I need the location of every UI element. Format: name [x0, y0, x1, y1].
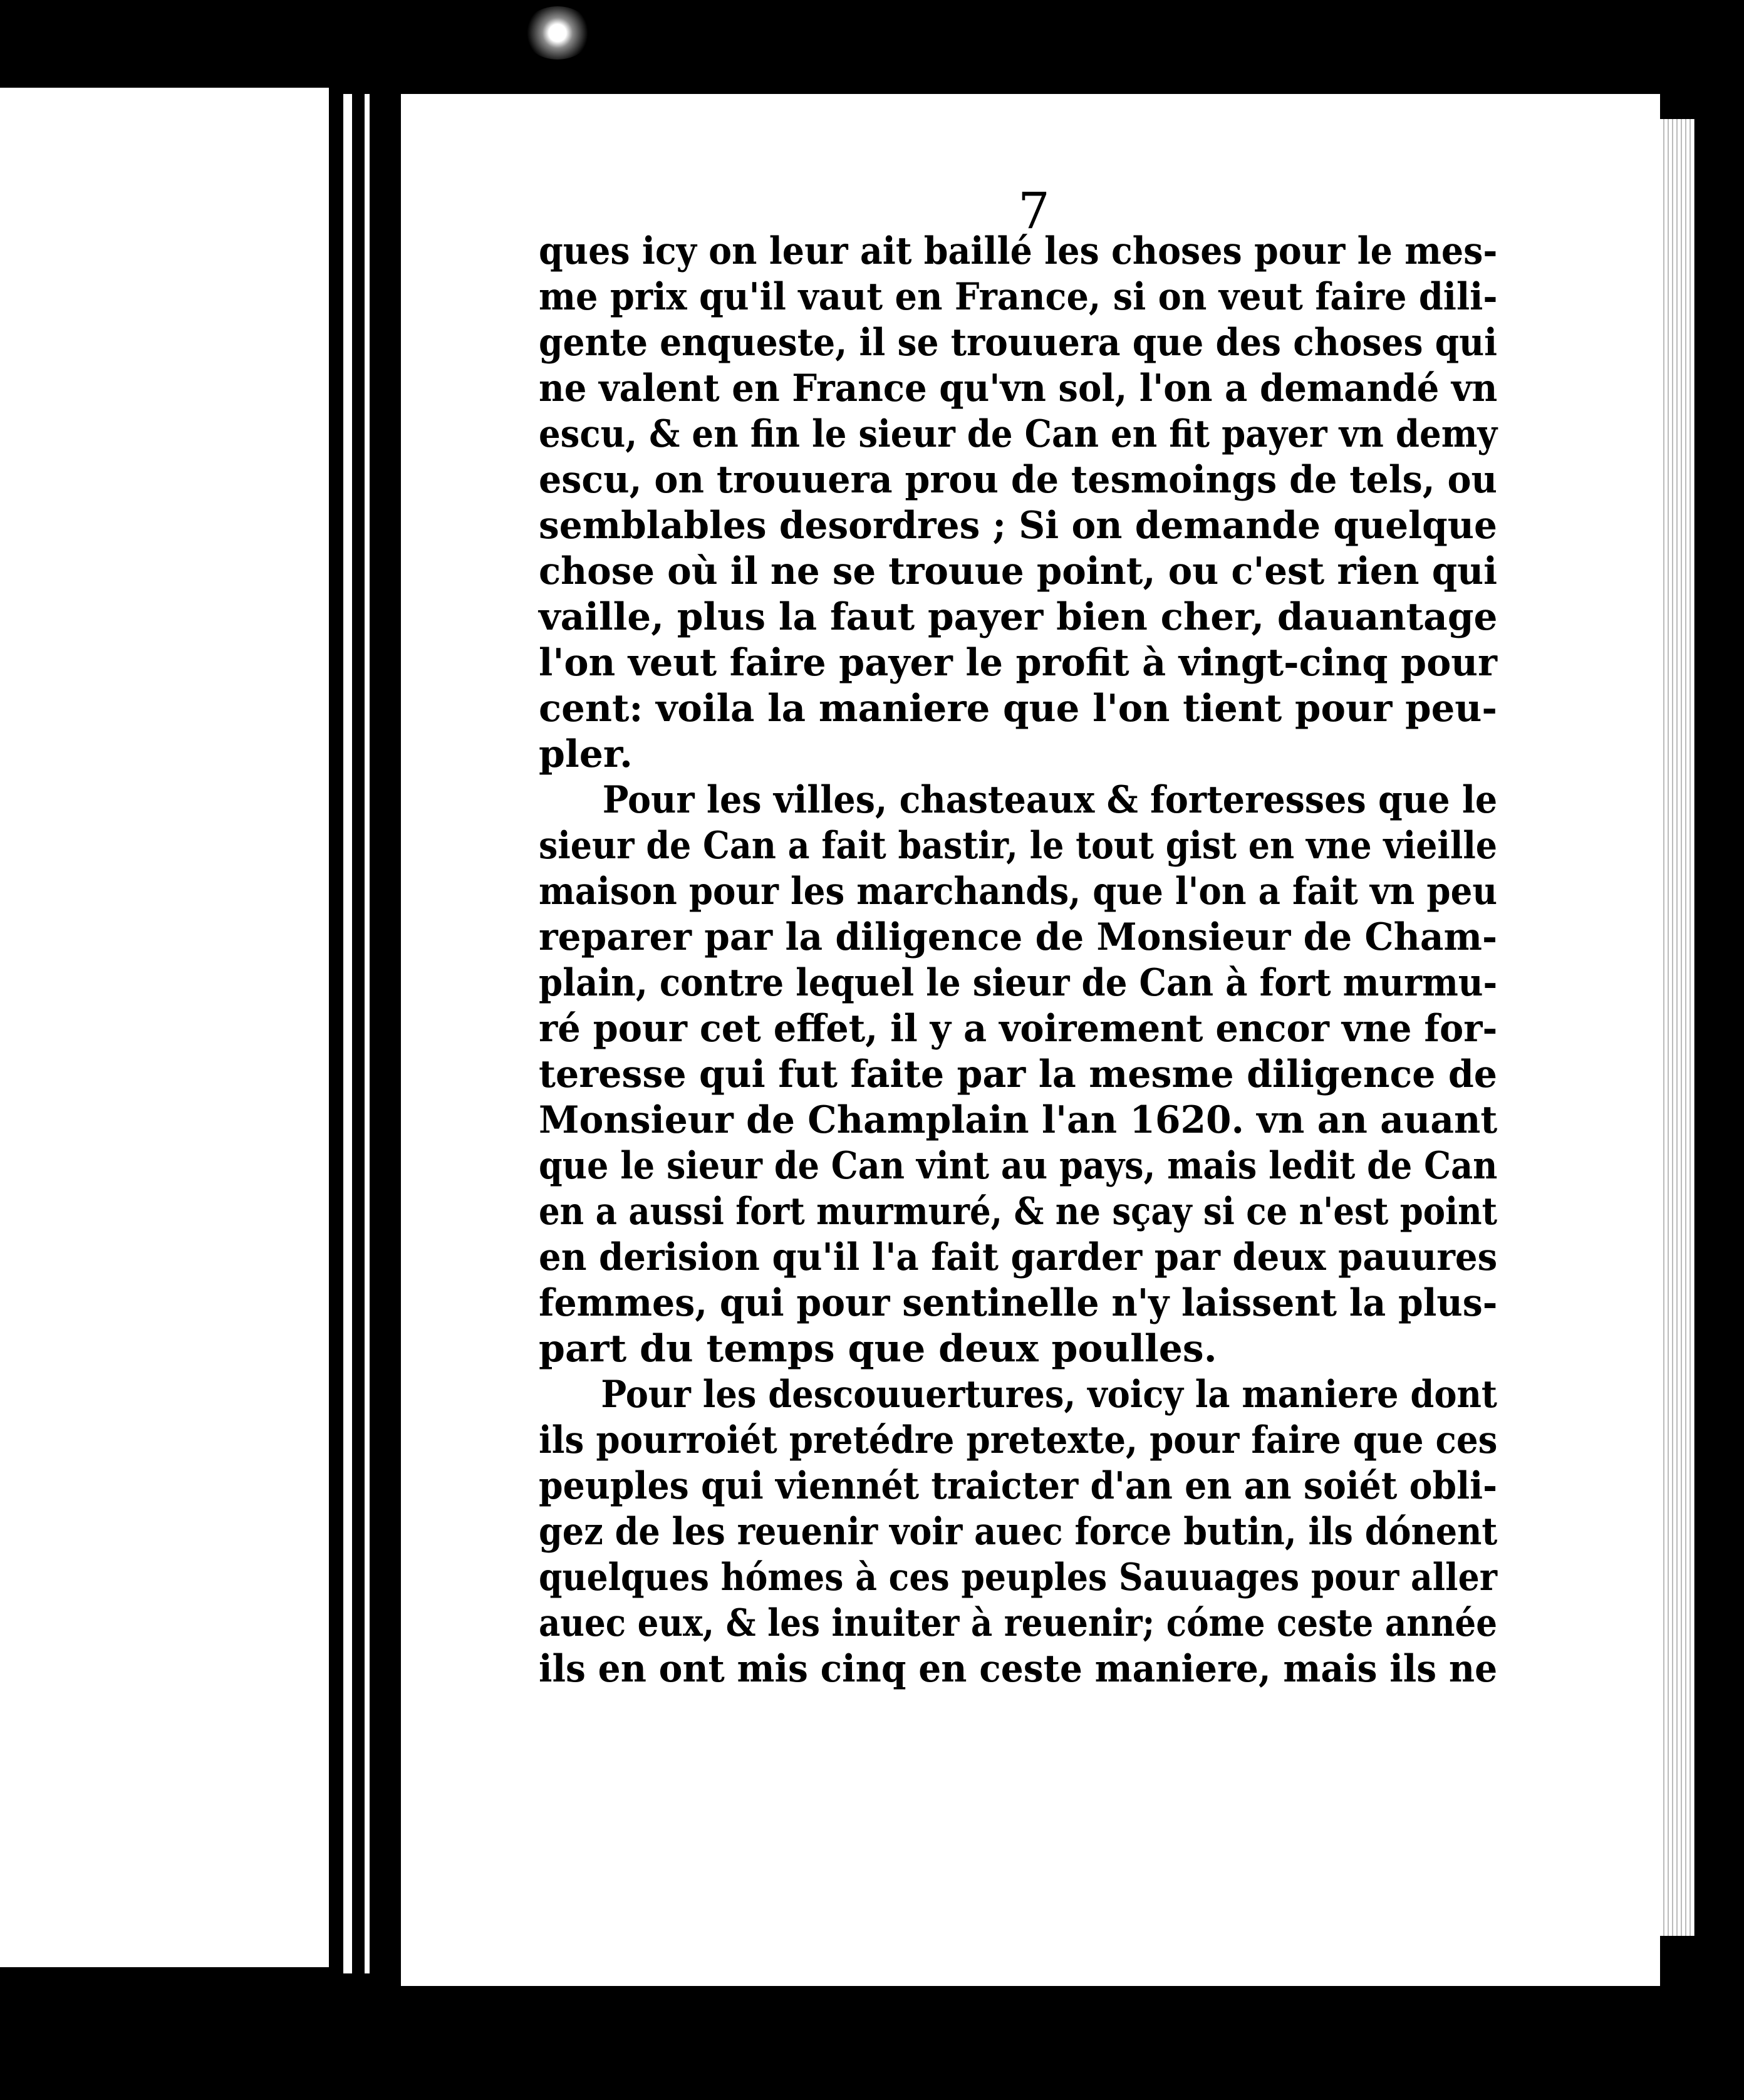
text-line: sieur de Can a fait bastir, le tout gist en vne vieille: [539, 824, 1498, 868]
text-line: quelques hómes à ces peuples Sauuages pour aller: [539, 1556, 1497, 1599]
text-line: auec eux, & les inuiter à reuenir; cóme ceste année: [539, 1601, 1497, 1645]
gutter-line: [365, 94, 370, 1973]
left-page: [0, 88, 329, 1967]
text-line: part du temps que deux poulles.: [539, 1327, 1217, 1371]
paragraph-start-line: Pour les villes, chasteaux & forteresses que le: [602, 778, 1498, 822]
text-line: femmes, qui pour sentinelle n'y laissent la plus-: [539, 1281, 1498, 1325]
text-line: en derision qu'il l'a fait garder par deux pauures: [539, 1235, 1498, 1279]
text-line: me prix qu'il vaut en France, si on veut faire dili-: [539, 275, 1498, 319]
text-line: que le sieur de Can vint au pays, mais ledit de Can: [539, 1144, 1498, 1188]
text-line: teresse qui fut faite par la mesme diligence de: [539, 1053, 1498, 1096]
text-line: ne valent en France qu'vn sol, l'on a demandé vn: [539, 366, 1498, 410]
text-line: ils pourroiét pretédre pretexte, pour faire que ces: [539, 1418, 1498, 1462]
text-line: ques icy on leur ait baillé les choses pour le mes-: [539, 229, 1498, 273]
text-line: chose où il ne se trouue point, ou c'est rien qui: [539, 549, 1498, 593]
text-line: gez de les reuenir voir auec force butin, ils dónent: [539, 1510, 1498, 1554]
paragraph-start-line: Pour les descouuertures, voicy la maniere dont: [601, 1373, 1497, 1416]
ink-stain: [523, 6, 592, 60]
body-text: [539, 229, 1497, 1692]
text-line: escu, on trouuera prou de tesmoings de tels, ou: [539, 458, 1497, 502]
page-number: 7: [1018, 182, 1050, 240]
page-edges: [1660, 119, 1695, 1936]
text-line: peuples qui viennét traicter d'an en an soiét obli-: [539, 1464, 1498, 1508]
text-line: plain, contre lequel le sieur de Can à fort murmu-: [539, 961, 1498, 1005]
text-line: reparer par la diligence de Monsieur de Cham-: [539, 915, 1498, 959]
text-line: en a aussi fort murmuré, & ne sçay si ce n'est point: [539, 1190, 1498, 1234]
text-line: l'on veut faire payer le profit à vingt-cinq pour: [539, 641, 1497, 685]
text-line: escu, & en fin le sieur de Can en fit payer vn demy: [539, 412, 1498, 456]
text-line: ré pour cet effet, il y a voirement encor vne for-: [539, 1007, 1498, 1051]
ink-speck: [623, 2014, 628, 2024]
text-line: vaille, plus la faut payer bien cher, dauantage: [539, 595, 1498, 639]
text-line: maison pour les marchands, que l'on a fait vn peu: [539, 870, 1498, 913]
text-line: pler.: [539, 732, 633, 776]
text-line: ils en ont mis cinq en ceste maniere, mais ils ne: [539, 1647, 1498, 1691]
text-line: gente enqueste, il se trouuera que des choses qui: [539, 321, 1498, 365]
text-line: semblables desordres ; Si on demande quelque: [539, 504, 1497, 548]
text-line: cent: voila la maniere que l'on tient pour peu-: [539, 687, 1498, 730]
gutter-line: [343, 94, 352, 1973]
text-line: Monsieur de Champlain l'an 1620. vn an auant: [539, 1098, 1498, 1142]
